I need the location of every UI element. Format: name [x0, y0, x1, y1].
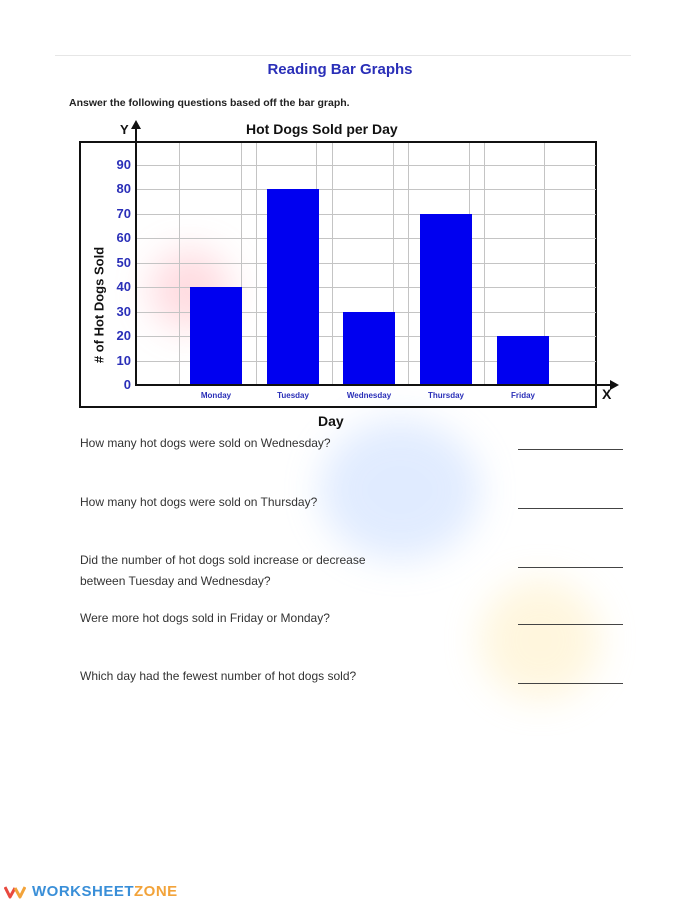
x-tick-label: Friday	[510, 391, 535, 400]
instructions: Answer the following questions based off the bar graph.	[69, 97, 350, 109]
grid-line-vertical	[179, 143, 180, 385]
question-text: Which day had the fewest number of hot dogs sold?	[80, 669, 357, 683]
grid-line-vertical	[332, 143, 333, 385]
brand-logo	[4, 883, 178, 900]
chart-title: Hot Dogs Sold per Day	[246, 121, 398, 137]
y-tick-label: 10	[116, 352, 131, 368]
bar-thursday	[420, 214, 472, 385]
y-axis-label: # of Hot Dogs Sold	[91, 246, 107, 364]
answer-blank[interactable]	[518, 508, 623, 509]
y-axis-letter: Y	[120, 122, 129, 137]
y-axis-arrow-icon	[131, 120, 141, 129]
top-divider	[55, 55, 631, 56]
question-text: How many hot dogs were sold on Thursday?	[80, 495, 318, 509]
question-text: Were more hot dogs sold in Friday or Monday?	[80, 611, 330, 625]
grid-line-vertical	[484, 143, 485, 385]
y-tick-label: 20	[116, 328, 131, 344]
answer-blank[interactable]	[518, 567, 623, 568]
x-axis-label: Day	[318, 413, 344, 429]
grid-line-horizontal	[137, 263, 596, 264]
y-tick-label: 0	[123, 377, 131, 392]
y-axis	[135, 126, 137, 386]
watermark-glow	[480, 580, 600, 700]
grid-line-vertical	[408, 143, 409, 385]
bar-tuesday	[267, 189, 319, 385]
bar-friday	[497, 336, 549, 385]
y-tick-label: 80	[116, 181, 131, 197]
answer-blank[interactable]	[518, 624, 623, 625]
grid-line-vertical	[256, 143, 257, 385]
page-title: Reading Bar Graphs	[267, 61, 413, 78]
x-axis	[135, 384, 612, 386]
brand-name-part2: ZONE	[134, 883, 178, 900]
x-tick-label: Wednesday	[346, 391, 392, 400]
x-tick-label: Thursday	[427, 391, 464, 400]
question-text: How many hot dogs were sold on Wednesday?	[80, 436, 331, 450]
question-text: between Tuesday and Wednesday?	[80, 574, 271, 588]
y-tick-label: 40	[116, 279, 131, 295]
watermark-glow	[320, 420, 480, 560]
bar-wednesday	[343, 312, 395, 385]
grid-line-horizontal	[137, 238, 596, 239]
w-logo-icon	[4, 885, 26, 899]
answer-blank[interactable]	[518, 449, 623, 450]
y-tick-label: 50	[116, 254, 131, 270]
y-tick-label: 90	[116, 157, 131, 172]
y-tick-label: 30	[116, 303, 131, 319]
answer-blank[interactable]	[518, 683, 623, 684]
grid-line-horizontal	[137, 189, 596, 190]
brand-name-part1: WORKSHEET	[32, 883, 134, 900]
grid-line-horizontal	[137, 165, 596, 166]
grid-line-horizontal	[137, 214, 596, 215]
y-tick-label: 60	[116, 230, 131, 246]
question-text: Did the number of hot dogs sold increase or decrease	[80, 553, 366, 567]
bar-monday	[190, 287, 242, 385]
x-axis-letter: X	[602, 386, 612, 402]
x-axis-arrow-icon	[610, 380, 619, 390]
x-tick-label: Tuesday	[277, 391, 309, 400]
y-tick-label: 70	[116, 205, 131, 221]
x-tick-label: Monday	[200, 391, 232, 400]
